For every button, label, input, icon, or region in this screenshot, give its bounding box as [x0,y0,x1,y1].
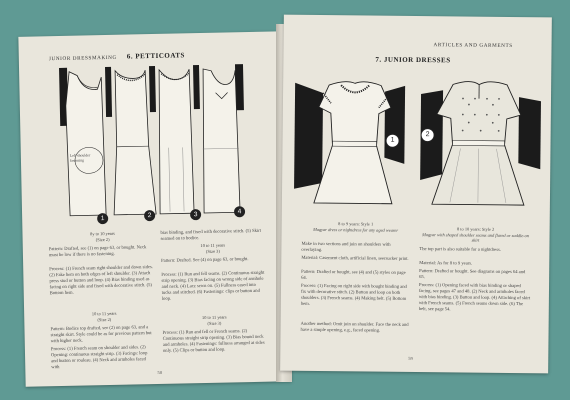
right-col2-para-4: Process: (1) Opening faced with bias binding or shaped facing, see pages 47 and 48. (2) Neck and armholes faced with bias binding. (3) Button and loop. (4) Attaching of skirt with French seams. (5) French seams down side. (6) The belt, see page 54. [418,282,531,312]
right-col1-para-2: Material: Casement cloth, artificial linen, seersucker print. [301,254,409,261]
dress-figure-number-2: 2 [421,128,435,142]
open-book [14,8,562,390]
left-page [18,31,291,386]
left-col2-para-3: Process: (1) Run and fell seams. (2) Continuous straight strip opening. (3) Bias facing on wrong side of armhole and neck. (4) Lace sewn on. (5) Fullness eased into tucks and stitched. (6) Fastenings: clips or button and loop. [161,269,265,301]
right-col2-para-2: Material: As for 8 to 9 years. [419,260,473,266]
left-col2-size-sub: (Size 3) [205,248,220,254]
right-col2-caption-title: 8 to 10 years: Style 2 [457,226,495,232]
figure-number-3: 3 [190,209,201,220]
right-page-number: 59 [408,355,413,361]
left-col1-para-1: Pattern: Drafted, see (1) on page 63, or bought. Neck must be low if there is no fastening. [48,244,147,258]
right-running-header: ARTICLES AND GARMENTS [433,42,513,50]
left-col2-para-1: bias binding, and fixed with decorative stitch. (5) Skirt seamed on to bodice. [160,227,262,241]
figure-number-4: 4 [234,206,245,217]
figure-number-2: 2 [144,210,155,221]
figure-annotation: Left shoulder fastening [69,153,91,163]
left-col2-size-heading-2: 10 to 11 years [201,314,227,321]
right-col1-caption-sub: Magyar dress or nightdress for any aged wearer [313,226,399,233]
dress-figure-number-1: 1 [385,134,399,148]
left-section-title: 6. PETTICOATS [126,51,185,61]
petticoats-figure [57,62,272,224]
right-col2-para-1: The top part is also suitable for a nightdress. [419,246,501,252]
left-col1-size-heading: 8y to 10 years [90,230,115,237]
left-page-number: 58 [157,369,162,375]
left-col1-para-4: Process: (1) French seam on shoulder and sides. (2) Opening: continuous straight strip. (3) Facings: loop and button or rouleau. (4) Neck and armholes faced with [50,344,148,370]
left-col2-para-2: Pattern: Drafted. See (4) on page 63, or bought. [161,256,249,263]
right-col1-para-1: Make in two sections and join on shoulders with overlaying. [301,240,391,253]
figure-number-1: 1 [97,213,108,224]
left-col2-size-sub-2: (Size 3) [207,320,222,326]
right-col1-para-4: Process: (1) Facing on right side with bought binding and fix with decorative stitch. (2) Button and loop on both shoulders. (3) French seams. (4) Making belt. (5) Bottom hem. [300,282,407,306]
left-running-header: JUNIOR DRESSMAKING [48,54,117,63]
right-col2-caption-sub: Magyar with shaped shoulder seams and flared or saddle-on skirt [422,232,530,243]
right-section-title: 7. JUNIOR DRESSES [375,55,451,65]
left-col1-size-sub-2: (Size 2) [97,316,112,323]
right-col1-para-3: Pattern: Drafted or bought, see (4) and (5) styles on page 64. [301,268,406,280]
right-col2-para-3: Pattern: Drafted or bought. See diagrams on pages 64 and 65. [419,268,526,280]
junior-dresses-figure [292,63,544,216]
left-col2-para-4: Process: (1) Run and fell or French seams. (2) Continuous straight strip opening. (3) Bias bound neck and armholes. (4) Fastenings: fullness arranged at sides only. (5) Clips or button and loop. [162,328,265,353]
right-page [280,15,552,374]
left-col1-size-sub: (Size 2) [95,236,110,243]
right-col1-caption-title: 8 to 9 years: Style 1 [338,221,374,227]
left-col1-para-2: Process: (1) French seam right shoulder and down sides. (2) Fake hem on both edges of left shoulder. (3) Attach press stud or button and loop. (4) Bias binding used as facing on right side and fixed with decorative stitch. (5) Bottom hem. [49,264,153,296]
right-col1-para-5: Another method: Omit join on shoulder. Face the neck and have a simple opening, e.g., faced opening. [300,320,409,333]
left-col1-size-heading-2: 10 to 11 years [91,310,117,317]
left-col2-size-heading: 10 to 11 years [200,242,226,249]
left-col1-para-3: Pattern: Bodice top drafted, see (2) on page 63, and a straight skirt. Style could be as for previous pattern but with higher neck. [50,324,152,344]
